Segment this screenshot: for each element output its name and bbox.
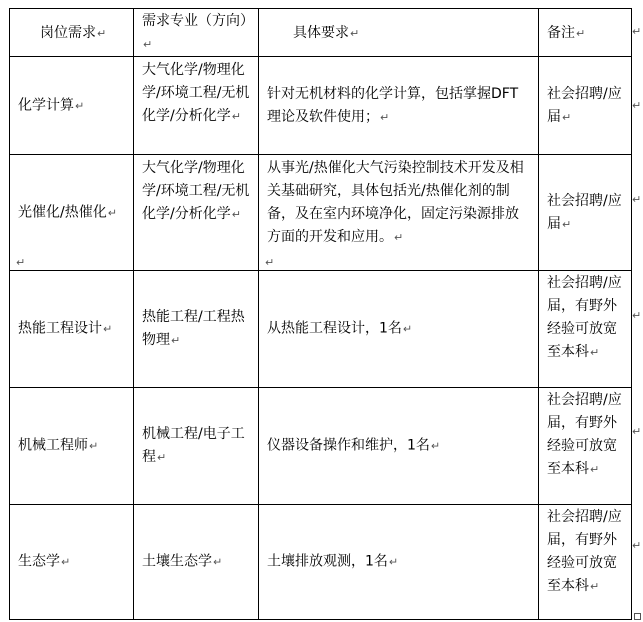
note-text: 社会招聘/应届 bbox=[547, 85, 622, 125]
cell-note: 社会招聘/应届，有野外经验可放宽至本科↵ bbox=[539, 271, 632, 388]
header-position-text: 岗位需求 bbox=[40, 25, 96, 41]
note-text: 社会招聘/应届，有野外经验可放宽至本科 bbox=[547, 275, 622, 360]
cell-major: 土壤生态学↵ bbox=[134, 505, 259, 620]
row-end-mark: ↵ bbox=[632, 539, 642, 552]
major-text: 大气化学/物理化学/环境工程/无机化学/分析化学 bbox=[142, 160, 250, 222]
cell-requirement: 从事光/热催化大气污染控制技术开发及相关基础研究，具体包括光/热催化剂的制备，及在室内环境净化，固定污染源排放方面的开发和应用。↵ ↵ bbox=[259, 155, 539, 271]
cell-position: 机械工程师↵ bbox=[10, 388, 134, 505]
cell-requirement: 土壤排放观测，1名↵ bbox=[259, 505, 539, 620]
requirement-text: 针对无机材料的化学计算，包括掌握DFT理论及软件使用； bbox=[267, 85, 519, 125]
position-text: 化学计算 bbox=[18, 97, 74, 113]
cell-position: 化学计算↵ bbox=[10, 57, 134, 155]
cell-note: 社会招聘/应届↵ bbox=[539, 57, 632, 155]
note-text: 社会招聘/应届，有野外经验可放宽至本科 bbox=[547, 509, 622, 594]
table-row bbox=[10, 155, 632, 271]
table-row bbox=[10, 57, 632, 155]
cell-position: 热能工程设计↵ bbox=[10, 271, 134, 388]
recruitment-table bbox=[9, 8, 632, 620]
row-end-mark: ↵ bbox=[632, 193, 642, 206]
major-text: 大气化学/物理化学/环境工程/无机化学/分析化学 bbox=[142, 62, 250, 124]
header-note-text: 备注 bbox=[547, 25, 575, 41]
cell-position: 生态学↵ bbox=[10, 505, 134, 620]
cell-major: 机械工程/电子工程↵ bbox=[134, 388, 259, 505]
row-end-mark: ↵ bbox=[632, 309, 642, 322]
position-text: 光催化/热催化 bbox=[18, 204, 107, 220]
header-cell-note: 备注↵ bbox=[539, 9, 632, 57]
row-end-mark: ↵ bbox=[632, 99, 642, 112]
major-text: 机械工程/电子工程 bbox=[142, 426, 245, 465]
cell-position: 光催化/热催化↵ ↵ bbox=[10, 155, 134, 271]
position-text: 生态学 bbox=[18, 553, 60, 570]
major-text: 热能工程/工程热物理 bbox=[142, 309, 245, 348]
position-text: 机械工程师 bbox=[18, 437, 88, 454]
table-row bbox=[10, 388, 632, 505]
header-cell-requirement: 具体要求↵ bbox=[259, 9, 539, 57]
note-text: 社会招聘/应届，有野外经验可放宽至本科 bbox=[547, 392, 622, 477]
requirement-text: 从热能工程设计，1名 bbox=[267, 320, 402, 337]
position-text: 热能工程设计 bbox=[18, 320, 102, 337]
cell-requirement: 从热能工程设计，1名↵ bbox=[259, 271, 539, 388]
requirement-text: 土壤排放观测，1名 bbox=[267, 553, 388, 570]
header-cell-position: 岗位需求↵ bbox=[10, 9, 134, 57]
end-of-table-mark bbox=[634, 613, 641, 620]
note-text: 社会招聘/应届 bbox=[547, 192, 622, 232]
requirement-text: 仪器设备操作和维护，1名 bbox=[267, 437, 430, 454]
header-requirement-text: 具体要求 bbox=[293, 25, 349, 41]
cell-requirement: 仪器设备操作和维护，1名↵ bbox=[259, 388, 539, 505]
header-major-text: 需求专业（方向） bbox=[142, 13, 254, 29]
cell-major: 热能工程/工程热物理↵ bbox=[134, 271, 259, 388]
row-end-mark: ↵ bbox=[632, 25, 642, 38]
major-text: 土壤生态学 bbox=[142, 553, 212, 570]
cell-major: 大气化学/物理化学/环境工程/无机化学/分析化学↵ bbox=[134, 155, 259, 271]
cell-requirement: 针对无机材料的化学计算，包括掌握DFT理论及软件使用；↵ bbox=[259, 57, 539, 155]
cell-major: 大气化学/物理化学/环境工程/无机化学/分析化学↵ bbox=[134, 57, 259, 155]
header-cell-major: 需求专业（方向）↵ bbox=[134, 9, 259, 57]
cell-note: 社会招聘/应届↵ bbox=[539, 155, 632, 271]
requirement-text: 从事光/热催化大气污染控制技术开发及相关基础研究，具体包括光/热催化剂的制备，及在室内环境净化，固定污染源排放方面的开发和应用。 bbox=[267, 160, 524, 245]
cell-note: 社会招聘/应届，有野外经验可放宽至本科↵ bbox=[539, 388, 632, 505]
table-row bbox=[10, 505, 632, 620]
table-row bbox=[10, 271, 632, 388]
row-end-mark: ↵ bbox=[632, 425, 642, 438]
table-header-row bbox=[10, 9, 632, 57]
cell-note: 社会招聘/应届，有野外经验可放宽至本科↵ bbox=[539, 505, 632, 620]
